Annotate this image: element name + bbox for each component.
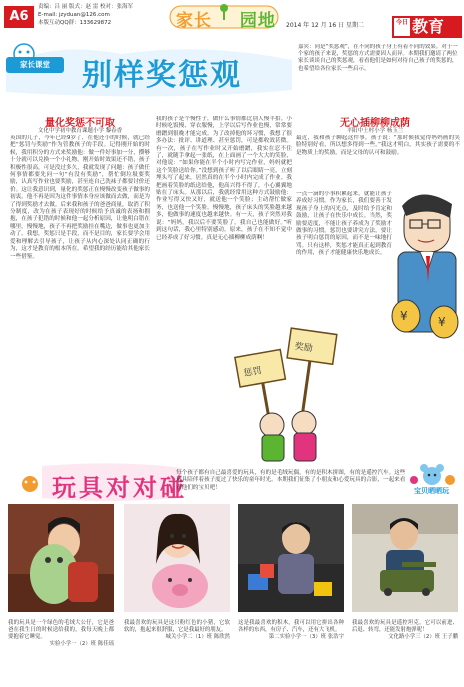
article1-byline: 文化中学初中教育课题小学 黎春香 <box>37 128 123 134</box>
banner-tag: 家长课堂 <box>6 57 64 73</box>
photo-boy-with-toy-tank <box>352 504 458 612</box>
svg-text:¥: ¥ <box>438 315 446 329</box>
page-header <box>0 0 464 36</box>
section2-tag: 宝贝晒晒玩 <box>414 487 449 495</box>
banner-title: 别样奖惩观 <box>82 58 242 93</box>
email-line: E-mail: jzyduan@126.com <box>38 12 110 18</box>
caption-signature: 文化路小学三（2）班 王子鹏 <box>388 634 458 640</box>
photo-caption-3 <box>238 620 344 641</box>
article1-title: 量化奖惩不可取 <box>45 118 115 129</box>
svg-text:¥: ¥ <box>400 309 408 323</box>
brand-edu: 教育 <box>412 17 445 36</box>
photo-caption-1 <box>8 620 114 648</box>
photo-girl-with-pig-toy <box>124 504 230 612</box>
photo-boy-with-blocks <box>238 504 344 612</box>
section2-intro: 每个孩子都有自己最喜爱的玩具，有的是毛绒玩偶，有的是积木拼图，有的是遥控汽车。这些玩具陪伴着孩子度过了快乐的童年时光。本期我们征集了小朋友和心爱玩具的合影，一起来看看他们的宝贝吧！ <box>176 470 406 491</box>
caption-signature: 实验小学一（2）班 陈佳瑶 <box>49 641 114 647</box>
editor-line: 责编：吕 丽 版式：赵 雷 校对：张海军 <box>38 4 133 10</box>
caption-text: 这是我最喜欢的积木，我可以用它拼出各种各样的东西，有房子、汽车，还有大飞机。 <box>238 620 344 633</box>
caption-signature: 城关小学二（1）班 陈欣然 <box>165 634 230 640</box>
masthead-title <box>176 6 276 31</box>
parent-cartoon-illustration <box>390 186 462 346</box>
article2-title: 无心插柳柳成荫 <box>340 118 410 129</box>
photo-girl-with-plush-toy <box>8 504 114 612</box>
caption-text: 我最喜欢的玩具是这只粉红色的小猪，它软软的，抱起来很舒服，它是我最好的朋友。 <box>124 620 230 633</box>
caption-text: 我最喜欢的玩具是遥控坦克，它可以前进、后退、转弯，还能发射炮弹呢！ <box>352 620 458 633</box>
article2-body-col2: 最近，我和孩子聊起这件事，孩子说：“那时候我觉得妈妈画的笑脸特别好看，所以想多得到一些。”我这才明白，其实孩子需要的不是物质上的奖励，而是父母的认可和鼓励。 <box>296 135 460 156</box>
caption-text: 我的玩具是一个绿色的毛绒大公仔，它是爸爸在我生日的时候送给我的，我每天晚上都要抱着它睡觉。 <box>8 620 114 640</box>
photo-caption-2 <box>124 620 230 641</box>
caption-signature: 第二实验小学一（3）班 张浩宇 <box>268 634 344 640</box>
masthead-part2: 园地 <box>239 11 276 31</box>
reward-punish-signs-illustration <box>232 313 340 463</box>
svg-text:奖励: 奖励 <box>294 341 314 355</box>
qq-line: 本版互动QQ群：133629872 <box>38 20 112 26</box>
article2-body-col3: 一点一滴的小事积累起来，就能让孩子养成好习惯。作为家长，我们要善于发现孩子身上的闪光点，及时给予肯定和鼓励，让孩子在快乐中成长。当然，奖励要适度，不能让孩子养成为了奖励才做事的习惯。惩罚也要讲究方法，要让孩子明白惩罚的原因，而不是一味地打骂。只有这样，奖惩才能真正起到教育的作用，孩子才能健康快乐地成长。 <box>296 191 392 257</box>
photo-caption-4 <box>352 620 458 641</box>
article2-byline: 平阳中土村小学 杨玉兰 <box>346 128 404 134</box>
brand-jin: 今日 <box>394 18 410 36</box>
page-number: A6 <box>4 6 34 28</box>
article2-body-col1: 我的孩子是个慢性子，做什么事情都比别人慢半拍。小时候吃饭慢、穿衣服慢，上学以后写作业也慢，常常要磨蹭到很晚才能完成。为了改掉他的坏习惯，我想了很多办法：批评、讲道理、甚至惩罚，可是都收效甚微。有一次，孩子在写作业时又开始磨蹭，我实在忍不住了，就随手拿起一张纸，在上面画了一个大大的笑脸，对他说：“如果你能在半个小时内写完作业，妈妈就把这个笑脸送给你。”没想到孩子听了以后眼睛一亮，立刻埋头写了起来，居然真的在半个小时内完成了作业。我把画着笑脸的纸送给他，他高兴得不得了，小心翼翼地贴在了床头。从那以后，我就经常用这种方式鼓励他：作业写得又快又好，就送他一个笑脸；主动帮忙做家务，也送他一个笑脸。慢慢地，孩子床头的笑脸越来越多，他做事的速度也越来越快。有一天，孩子突然对我说：“妈妈，我以后不要笑脸了，我自己也能做好。”听到这句话，我心里特别感动。原来，孩子在不知不觉中已经养成了好习惯。真是无心插柳柳成荫啊！ <box>156 116 292 241</box>
issue-date: 2014 年 12 月 16 日 星期二 <box>286 22 364 29</box>
banner-intro: 嘉宾：同是“奖惩观”，在不同的孩子身上有着不同的效果。对于一个家的孩子来说，奖惩的方式需要因人而异。本期我们邀请了两位家长谈谈自己的奖惩观，看看他们是如何对待自己孩子的奖惩的，也希望给各位家长一些启示。 <box>298 44 458 72</box>
article1-body: 英国的儿子，今年已经9岁了，在他还小的时候，就已经把“惩罚与奖励”作为管教孩子的手段。记得刚开始的时候，我用积分的方式来奖励他：做一件好事加一分，攒够十分就可以兑换一个小礼物。刚开始时效果还不错，孩子积极性很高，可是没过多久，我就发现了问题：孩子做任何事情都要先问一句“有没有奖励”，帮忙倒垃圾要奖励，认真写作业也要奖励，甚至连自己洗袜子都要讨价还价。这让我意识到，量化的奖惩正在慢慢改变孩子做事的初衷。他不再是因为这件事情本身应该做而去做，而是为了得到奖励才去做。后来我和孩子的爸爸商量，取消了积分制度，改为在孩子表现好的时候给予真诚的表扬和拥抱，在孩子犯错的时候和他一起分析原因，让他明白错在哪里。慢慢地，孩子不再把奖励挂在嘴边，做事也更加主动了。我想，奖惩只是手段，而不是目的，家长要学会用爱和理解去引导孩子，让孩子从内心深处认同正确的行为，这才是教育的根本所在。希望我的经历能给其他家长一些借鉴。 <box>10 135 150 260</box>
section2-title: 玩具对对碰 <box>52 474 187 502</box>
svg-text:惩罚: 惩罚 <box>243 366 263 380</box>
masthead-part1: 家长 <box>176 11 212 31</box>
